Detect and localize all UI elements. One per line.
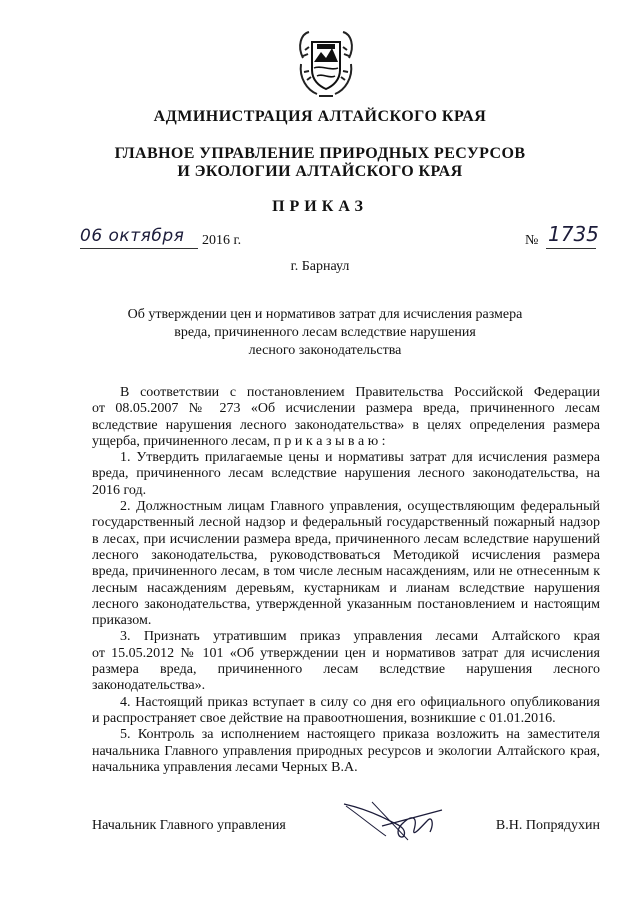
- body-line: и распространяет свое действие на правоотношения, возникшие с 01.01.2016.: [92, 710, 556, 726]
- handwritten-signature-icon: [342, 796, 452, 846]
- subject-line: вреда, причиненного лесам вследствие нарушения: [174, 325, 476, 340]
- date-year: 2016 г.: [202, 233, 242, 248]
- body-line: от 15.05.2012 № 101 «Об утверждении цен и нормативов затрат для исчисления: [92, 645, 600, 661]
- body-line: приказом.: [92, 613, 152, 629]
- document-type: ПРИКАЗ: [272, 198, 368, 215]
- body-line: вреда, причиненного лесам вследствие нарушения лесного законодательства, на: [92, 466, 600, 482]
- number-underline: [546, 248, 596, 249]
- body-line: 1. Утвердить прилагаемые цены и нормативы затрат для исчисления размера: [120, 450, 600, 466]
- body-line: законодательства».: [92, 678, 206, 694]
- body-line: 5. Контроль за исполнением настоящего приказа возложить на заместителя: [120, 727, 600, 743]
- body-line: начальника управления лесами Черных В.А.: [92, 759, 358, 775]
- body-line: лесного законодательства, руководствоваться Методикой исчисления размера: [92, 547, 600, 563]
- department-title-line2: И ЭКОЛОГИИ АЛТАЙСКОГО КРАЯ: [177, 163, 463, 180]
- signature-block: [92, 796, 600, 846]
- date-number-row: [80, 222, 600, 254]
- subject-line: Об утверждении цен и нормативов затрат для исчисления размера: [127, 307, 523, 322]
- body-line: 4. Настоящий приказ вступает в силу со дня его официального опубликования: [120, 694, 600, 710]
- body-line: государственный лесной надзор и федеральный государственный пожарный надзор: [92, 515, 600, 531]
- date-handwritten: 06 октября: [80, 226, 185, 246]
- order-subject: [100, 306, 550, 360]
- body-line: лесным насаждениям деревьям, кустарникам и лианам вследствие нарушения: [92, 580, 600, 596]
- administration-title: АДМИНИСТРАЦИЯ АЛТАЙСКОГО КРАЯ: [153, 108, 487, 125]
- body-line: 3. Признать утратившим приказ управления лесами Алтайского края: [120, 629, 600, 645]
- signatory-name: В.Н. Попрядухин: [495, 818, 600, 833]
- subject-line: лесного законодательства: [248, 343, 402, 358]
- body-line: размера вреда, причиненного лесам вследствие нарушения лесного: [92, 662, 600, 678]
- body-line: В соответствии с постановлением Правительства Российской Федерации: [120, 385, 600, 400]
- body-line: от 08.05.2007 № 273 «Об исчислении размера вреда, причиненного лесам: [92, 401, 600, 417]
- date-underline: [80, 248, 198, 249]
- body-line: 2. Должностным лицам Главного управления, осуществляющим федеральный: [120, 499, 600, 515]
- order-body: [92, 385, 600, 776]
- number-handwritten: 1735: [548, 222, 599, 246]
- body-line: вследствие нарушения лесного законодательства» в целях определения размера: [92, 417, 600, 433]
- city: г. Барнаул: [290, 259, 350, 274]
- body-line: ущерба, причиненного лесам, п р и к а з ы в а ю :: [92, 433, 386, 449]
- body-line: лесного законодательства, утвержденной указанным постановлением и настоящим: [92, 596, 600, 612]
- signatory-position: Начальник Главного управления: [92, 818, 286, 833]
- body-line: в лесах, при исчислении размера вреда, причиненного лесам вследствие нарушений: [92, 531, 600, 547]
- coat-of-arms-icon: [295, 28, 357, 98]
- body-line: вреда, причиненного лесам, в том числе лесным насаждениям, или не отнесенным к: [92, 564, 600, 580]
- body-line: начальника Главного управления природных ресурсов и экологии Алтайского края,: [92, 743, 600, 759]
- number-label: №: [525, 233, 539, 248]
- body-line: 2016 год.: [92, 482, 147, 498]
- department-title-line1: ГЛАВНОЕ УПРАВЛЕНИЕ ПРИРОДНЫХ РЕСУРСОВ: [114, 145, 526, 162]
